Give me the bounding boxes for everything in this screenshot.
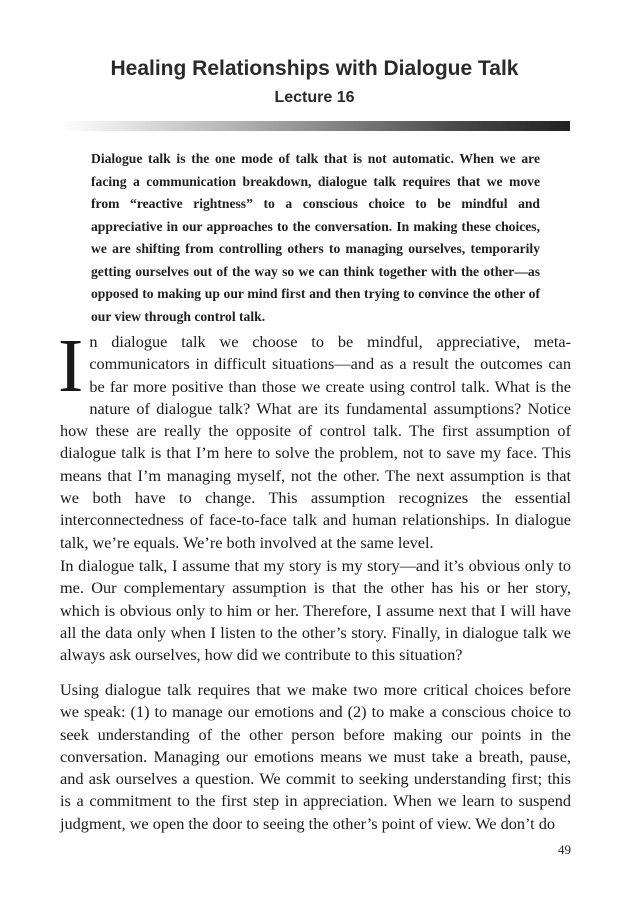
page-title: Healing Relationships with Dialogue Talk [110, 57, 519, 80]
lecture-summary: Dialogue talk is the one mode of talk that is not automatic. When we are facing a communication breakdown, dialogue talk requires that we move from “reactive rightness” to a conscious choice to be mindful and appreciative in our approaches to the conversation. In making these choices, we are shifting from controlling others to managing ourselves, temporarily getting ourselves out of the way so we can think together with the other—as opposed to making up our mind first and then trying to convince the other of our view through control talk. [91, 151, 540, 324]
page-number: 49 [558, 842, 571, 857]
lecture-subtitle: Lecture 16 [274, 89, 355, 106]
body-paragraph: In dialogue talk, I assume that my story is my story—and it’s obvious only to me. Our complementary assumption is that the other has his or her story, which is obvious only to him or her. Therefore, I assume next that I will have all the data only when I listen to the other’s story. Finally, in dialogue talk we always ask ourselves, how did we contribute to this situation? [60, 556, 571, 665]
body-paragraph [58, 324, 571, 554]
paragraph-text: n dialogue talk we choose to be mindful, appreciative, meta-communicators in difficult situations—and as a result the outcomes can be far more positive than those we create using control talk. What is the nature of dialogue talk? What are its fundamental assumptions? Notice how these are really the opposite of control talk. The first assumption of dialogue talk is that I’m here to solve the problem, not to save my face. This means that I’m managing myself, not the other. The next assumption is that we both have to change. This assumption recognizes the essential interconnectedness of face-to-face talk and human relationships. In dialogue talk, we’re equals. We’re both involved at the same level. [60, 332, 571, 552]
body-paragraph: Using dialogue talk requires that we make two more critical choices before we speak: (1) to manage our emotions and (2) to make a conscious choice to seek understanding of the other person before making our points in the conversation. Managing our emotions means we must take a breath, pause, and ask ourselves a question. We commit to seeking understanding first; this is a commitment to the first step in appreciation. When we learn to suspend judgment, we open the door to seeing the other’s point of view. We don’t do [60, 680, 571, 833]
gradient-divider [60, 121, 570, 131]
drop-cap: I [58, 324, 84, 408]
